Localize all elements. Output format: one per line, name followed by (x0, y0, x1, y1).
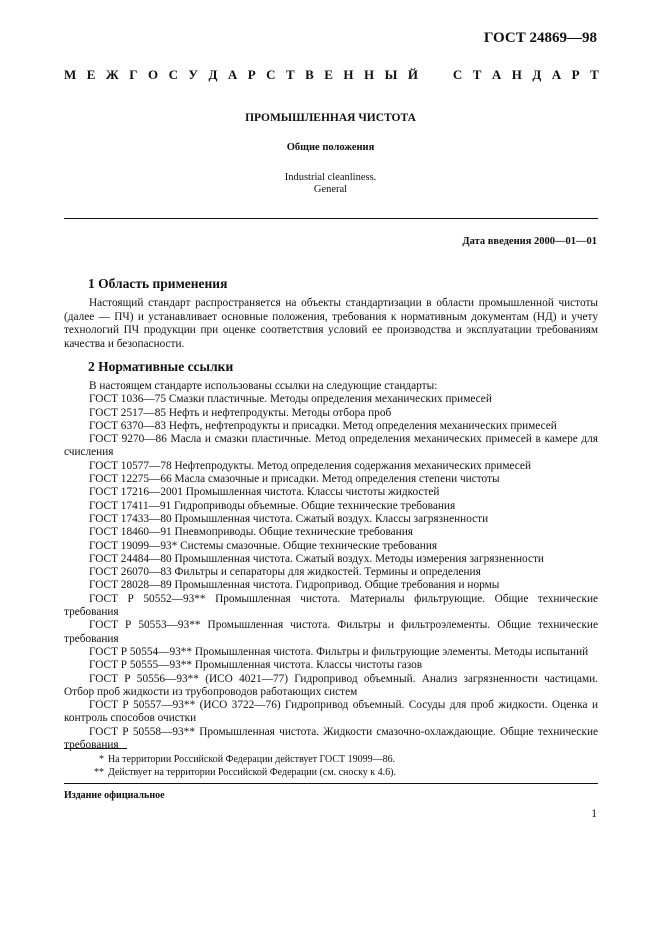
footnote-divider (64, 748, 127, 749)
reference-item: ГОСТ 18460—91 Пневмоприводы. Общие технические требования (89, 526, 413, 539)
banner-letter: О (147, 67, 159, 82)
banner-letter: Ж (105, 67, 119, 82)
english-title-line2: General (313, 184, 348, 195)
edition-label: Издание официальное (64, 790, 165, 801)
english-title (0, 172, 661, 196)
title-divider (64, 218, 598, 219)
banner-letter: А (551, 67, 562, 82)
banner-letter: Т (590, 67, 599, 82)
banner-letter: Ы (384, 67, 398, 82)
banner-letter: С (168, 67, 178, 82)
document-subtitle: Общие положения (286, 142, 375, 153)
reference-item: ГОСТ 17433—80 Промышленная чистота. Сжатый воздух. Классы загрязненности (89, 512, 489, 525)
footnote-mark: * (99, 754, 104, 765)
standard-type-banner (64, 67, 599, 83)
footnote-text: На территории Российской Федерации действует ГОСТ 19099—86. (108, 754, 396, 765)
reference-item: ГОСТ Р 50558—93** Промышленная чистота. Жидкости смазочно-охлаждающие. Общие технические требования (64, 725, 598, 752)
banner-letter: Н (364, 67, 375, 82)
references-intro: В настоящем стандарте использованы ссылки на следующие стандарты: (89, 380, 438, 392)
reference-item: ГОСТ Р 50556—93** (ИСО 4021—77) Гидропривод объемный. Анализ загрязненности частицами. Отбор проб жидкости из трубопроводов работающих систем (64, 672, 598, 698)
banner-letter: С (452, 67, 463, 82)
banner-letter: Е (86, 67, 96, 82)
banner-letter: Т (472, 67, 482, 82)
reference-item: ГОСТ 1036—75 Смазки пластичные. Методы определения механических примесей (89, 393, 492, 406)
document-number: ГОСТ 24869—98 (483, 30, 597, 46)
footnote (64, 754, 598, 767)
document-title: ПРОМЫШЛЕННАЯ ЧИСТОТА (245, 112, 416, 124)
reference-item: ГОСТ 17216—2001 Промышленная чистота. Классы чистоты жидкостей (89, 486, 440, 499)
references-list (64, 380, 598, 752)
banner-letter: Г (129, 67, 138, 82)
english-title-line1: Industrial cleanliness. (284, 172, 377, 183)
reference-item: ГОСТ 26070—83 Фильтры и сепараторы для жидкостей. Термины и определения (89, 566, 481, 579)
footnote (64, 767, 598, 780)
page-number: 1 (591, 808, 597, 820)
banner-letter: У (188, 67, 198, 82)
reference-item: ГОСТ Р 50553—93** Промышленная чистота. Фильтры и фильтроэлементы. Общие технические требования (64, 619, 598, 645)
banner-letter: А (491, 67, 502, 82)
reference-item: ГОСТ 17411—91 Гидроприводы объемные. Общие технические требования (89, 499, 456, 512)
reference-item: ГОСТ 6370—83 Нефть, нефтепродукты и присадки. Метод определения механических примесей (89, 419, 557, 432)
banner-letter: М (64, 67, 77, 82)
banner-letter: Р (247, 67, 256, 82)
reference-item: ГОСТ 12275—66 Масла смазочные и присадки. Метод определения степени чистоты (89, 473, 500, 486)
reference-item: ГОСТ 28028—89 Промышленная чистота. Гидропривод. Общие требования и нормы (89, 579, 500, 592)
reference-item: ГОСТ 24484—80 Промышленная чистота. Сжатый воздух. Методы измерения загрязненности (89, 552, 544, 565)
reference-item: ГОСТ Р 50554—93** Промышленная чистота. Фильтры и фильтрующие элементы. Методы испытаний (89, 645, 589, 658)
banner-letter: Н (511, 67, 522, 82)
reference-item: ГОСТ 2517—85 Нефть и нефтепродукты. Методы отбора проб (89, 406, 392, 419)
section-1-heading: 1 Область применения (88, 276, 228, 291)
introduction-date: Дата введения 2000—01—01 (462, 236, 597, 247)
banner-letter: Р (571, 67, 580, 82)
banner-letter: В (305, 67, 314, 82)
banner-letter: С (266, 67, 276, 82)
footnote-mark: ** (94, 766, 104, 778)
reference-item: ГОСТ 10577—78 Нефтепродукты. Метод определения содержания механических примесей (89, 459, 531, 472)
banner-letter: Т (286, 67, 295, 82)
banner-letter: Д (532, 67, 542, 82)
footnotes (64, 754, 598, 779)
banner-letter: Й (407, 67, 418, 82)
reference-item: ГОСТ Р 50555—93** Промышленная чистота. Классы чистоты газов (89, 659, 423, 672)
reference-item: ГОСТ Р 50557—93** (ИСО 3722—76) Гидропривод объемный. Сосуды для проб жидкости. Оценка и контроль способов очистки (64, 699, 598, 725)
section-1-text (64, 297, 598, 351)
reference-item: ГОСТ Р 50552—93** Промышленная чистота. Материалы фильтрующие. Общие технические требования (64, 592, 598, 619)
footer-divider (64, 783, 598, 784)
reference-item: ГОСТ 19099—93* Системы смазочные. Общие технические требования (89, 539, 438, 552)
banner-letter: А (227, 67, 238, 82)
footnote-text: Действует на территории Российской Федерации (см. сноску к 4.6). (108, 766, 396, 778)
banner-gap (428, 67, 442, 83)
section-1-paragraph: Настоящий стандарт распространяется на объекты стандартизации в области промышленной чистоты (далее — ПЧ) и устанавливает основные положения, требования к нормативным документам (НД) и учету технологий ПЧ продукции при оценке соответствия условий ее производства и эксплуатации требованиям качества и безопасности. (64, 297, 598, 350)
reference-item: ГОСТ 9270—86 Масла и смазки пластичные. Метод определения механических примесей в камере для счисления (64, 433, 598, 459)
banner-letter: Д (208, 67, 218, 82)
banner-letter: Е (324, 67, 333, 82)
banner-letter: Н (343, 67, 354, 82)
section-2-heading: 2 Нормативные ссылки (88, 359, 234, 374)
